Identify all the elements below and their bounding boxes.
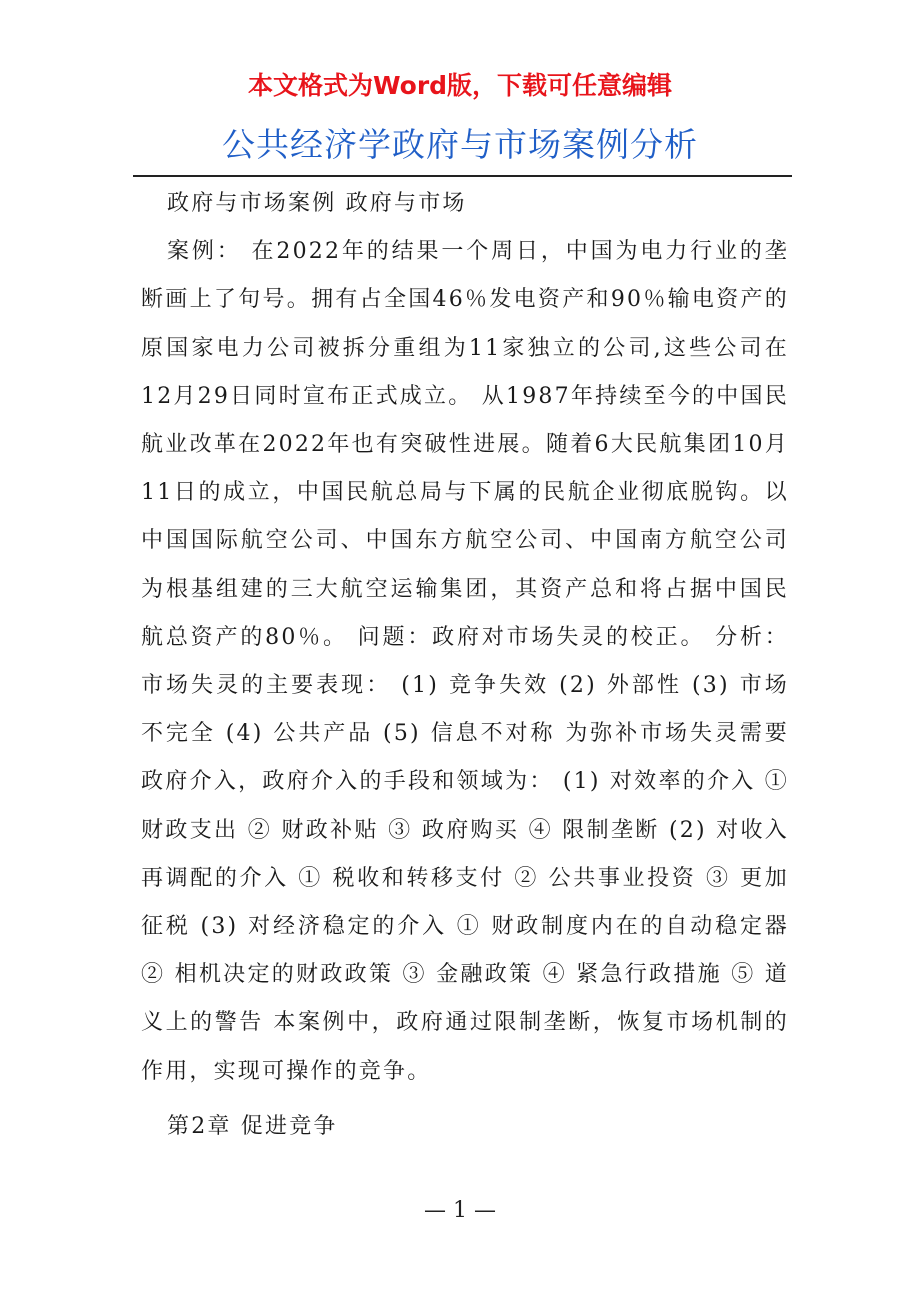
- chapter-heading: 第2章 促进竞争: [167, 1113, 338, 1139]
- title-divider: [133, 175, 792, 177]
- page-number: — 1 —: [424, 1198, 496, 1223]
- case-paragraph: 案例： 在2022年的结果一个周日，中国为电力行业的垄断画上了句号。拥有占全国46％发电资产和90％输电资产的原国家电力公司被拆分重组为11家独立的公司,这些公司在12月29日同时宣布正式成立。 从1987年持续至今的中国民航业改革在2022年也有突破性进展。随着6大民航集团10月11日的成立，中国民航总局与下属的民航企业彻底脱钩。以中国国际航空公司、中国东方航空公司、中国南方航空公司为根基组建的三大航空运输集团，其资产总和将占据中国民航总资产的80％。 问题：政府对市场失灵的校正。 分析：市场失灵的主要表现： (1) 竞争失效 (2) 外部性 (3) 市场不完全 (4) 公共产品 (5) 信息不对称 为弥补市场失灵需要政府介入，政府介入的手段和领域为： (1) 对效率的介入 ① 财政支出 ② 财政补贴 ③ 政府购买 ④ 限制垄断 (2) 对收入再调配的介入 ① 税收和转移支付 ② 公共事业投资 ③ 更加征税 (3) 对经济稳定的介入 ① 财政制度内在的自动稳定器 ② 相机决定的财政政策 ③ 金融政策 ④ 紧急行政措施 ⑤ 道义上的警告 本案例中，政府通过限制垄断，恢复市场机制的作用，实现可操作的竞争。: [141, 239, 789, 1084]
- document-title: 公共经济学政府与市场案例分析: [222, 125, 698, 164]
- document-body: [141, 180, 789, 1151]
- download-notice: 本文格式为Word版，下载可任意编辑: [247, 71, 673, 100]
- subtitle: 政府与市场案例 政府与市场: [167, 191, 467, 216]
